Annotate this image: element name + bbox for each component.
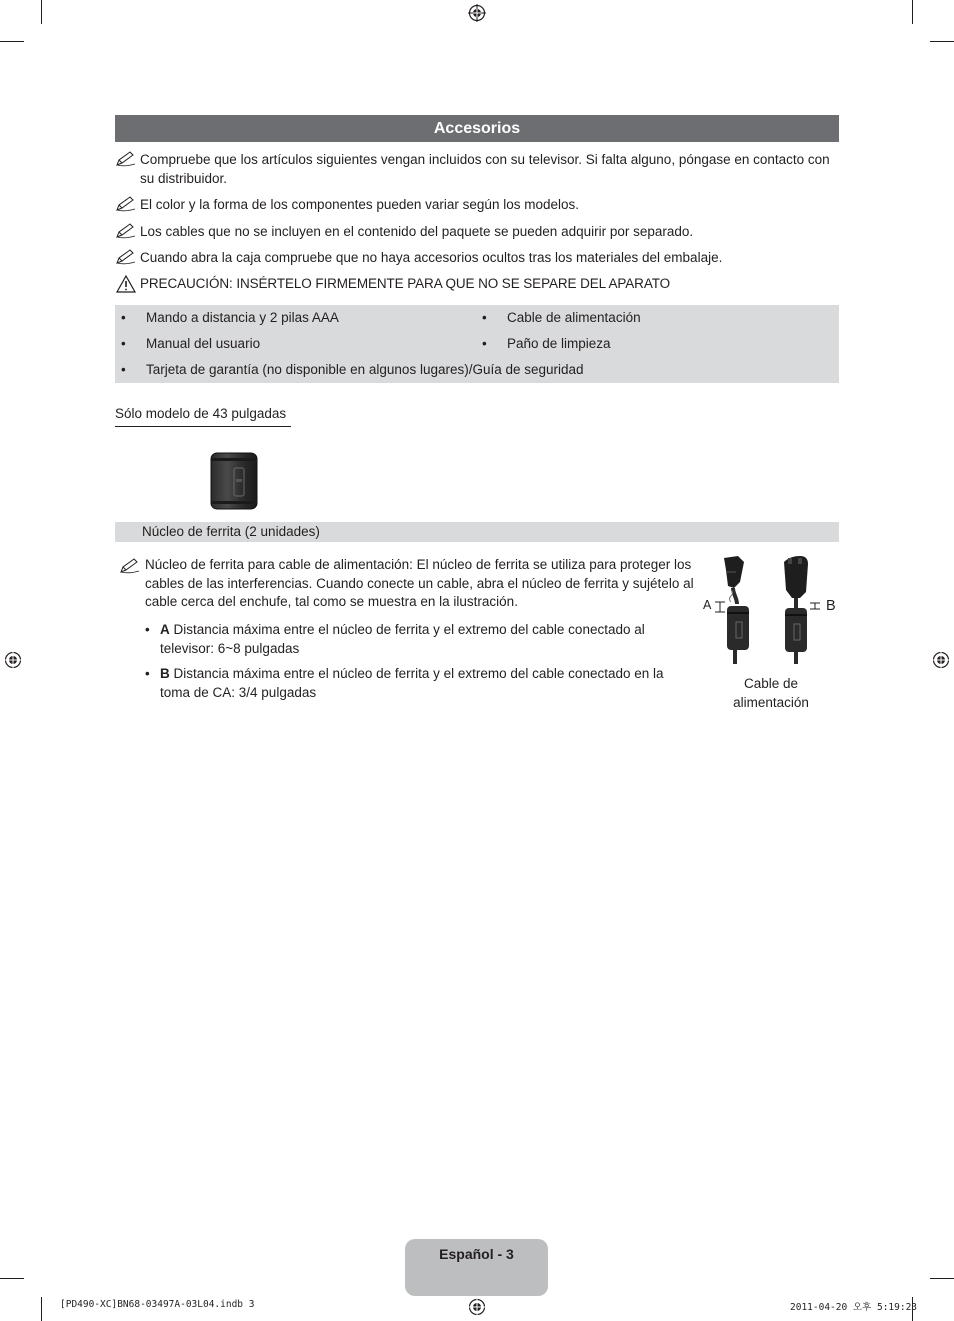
note-item [115,195,839,214]
figure-caption [712,674,830,712]
key-label: A [160,622,170,637]
page-number: Español - 3 [439,1246,514,1262]
model-subheading: Sólo modelo de 43 pulgadas [115,405,291,427]
crop-mark [0,1278,24,1279]
accessories-list [115,305,839,383]
distance-a-text [160,621,690,658]
registration-mark-icon [4,651,22,669]
distance-description: Distancia máxima entre el núcleo de ferrita y el extremo del cable conectado en la toma de CA: 3/4 pulgadas [160,666,664,700]
label-b: B [826,598,836,614]
crop-mark [912,0,913,24]
ferrite-note [115,556,695,612]
ferrite-note-text: Núcleo de ferrita para cable de alimentación: El núcleo de ferrita se utiliza para proteger los cables de las interferencias. Cuando conecte un cable, abra el núcleo de ferrita y sujételo al cable cerca del enchufe, tal como se muestra en la ilustración. [145,557,694,609]
bullet: • [121,310,126,325]
ferrite-core-image [208,450,260,512]
bullet: • [482,310,487,325]
pencil-note-icon [115,222,137,240]
pencil-note-icon [115,195,137,213]
note-item [115,222,839,241]
bullet: • [145,666,150,681]
figure-caption-line: Cable de [743,676,799,691]
list-item [145,621,690,658]
accessory-label: Mando a distancia y 2 pilas AAA [146,310,339,325]
note-item [115,248,839,267]
accessory-label: Manual del usuario [146,336,261,351]
print-slug-left: [PD490-XC]BN68-03497A-03L04.indb 3 [60,1299,255,1310]
note-text: Los cables que no se incluyen en el contenido del paquete se pueden adquirir por separado. [140,224,694,239]
registration-mark-icon [932,651,950,669]
crop-mark [0,41,24,42]
distance-b-text [160,665,690,702]
crop-mark [41,0,42,24]
bullet: • [145,622,150,637]
registration-mark-icon [468,4,486,22]
accessory-label: Tarjeta de garantía (no disponible en algunos lugares)/Guía de seguridad [146,362,584,377]
bullet: • [482,336,487,351]
list-item [145,665,690,702]
ferrite-caption-text: Núcleo de ferrita (2 unidades) [142,524,320,539]
note-text: El color y la forma de los componentes pueden variar según los modelos. [140,197,579,212]
pencil-note-icon [115,248,137,266]
accessory-label: Cable de alimentación [507,310,641,325]
accessory-label: Paño de limpieza [507,336,611,351]
pencil-note-icon [115,150,137,168]
distance-description: Distancia máxima entre el núcleo de ferrita y el extremo del cable conectado al televisor: 6~8 pulgadas [160,622,645,656]
label-a: A [703,598,712,612]
note-text: Cuando abra la caja compruebe que no haya accesorios ocultos tras los materiales del embalaje. [140,250,723,265]
page-number-tab [405,1239,548,1296]
caution-item [115,274,839,293]
print-slug-right: 2011-04-20 오후 5:19:23 [790,1302,918,1313]
figure-caption-line: alimentación [733,695,809,710]
pencil-note-icon [118,557,142,575]
power-cable-illustration [700,552,840,670]
crop-mark [930,1278,954,1279]
note-text: Compruebe que los artículos siguientes vengan incluidos con su televisor. Si falta alguno, póngase en contacto con su distribuidor. [140,152,830,186]
crop-mark [41,1297,42,1321]
warning-triangle-icon [115,275,137,293]
ferrite-caption [115,522,839,542]
section-title: Accesorios [115,115,839,142]
key-label: B [160,666,170,681]
note-item [115,150,839,188]
bullet: • [121,336,126,351]
registration-mark-icon [468,1298,486,1316]
crop-mark [930,41,954,42]
bullet: • [121,362,126,377]
caution-text: PRECAUCIÓN: INSÉRTELO FIRMEMENTE PARA QUE NO SE SEPARE DEL APARATO [140,276,671,291]
